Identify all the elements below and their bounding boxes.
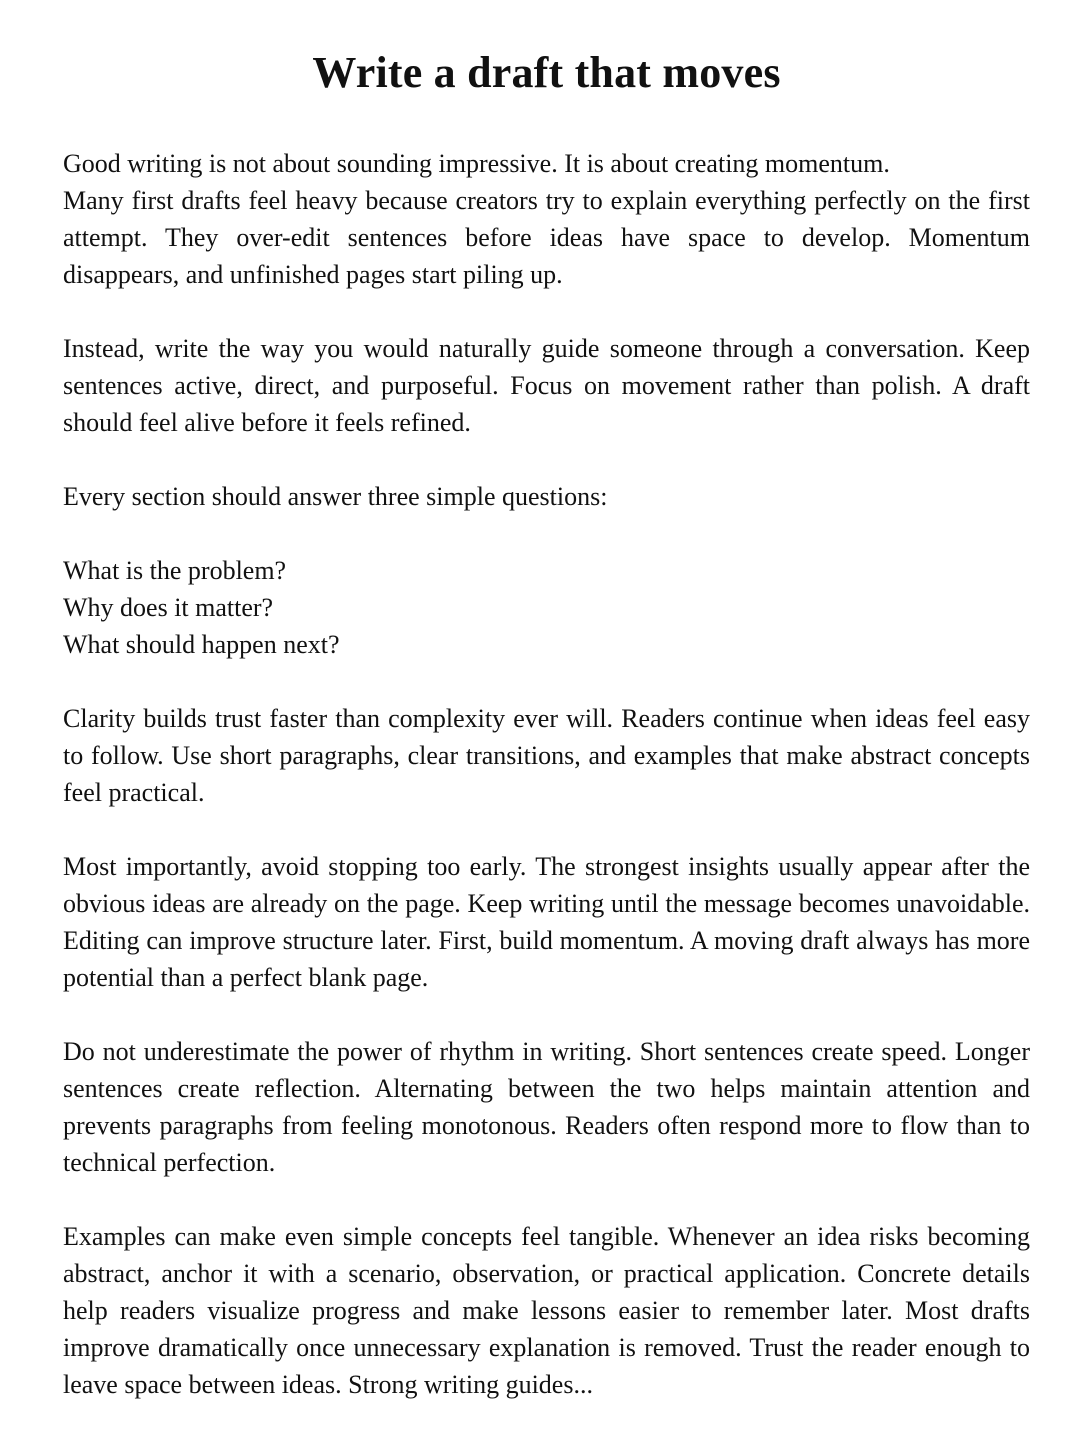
paragraph-examples: Examples can make even simple concepts feel tangible. Whenever an idea risks becoming abstract, anchor it with a scenario, observation, or practical application. Concrete details help readers visualize progress and make lessons easier to remember later. Most drafts improve dramatically once unnecessary explanation is removed. Trust the reader enough to leave space between ideas. Strong writing guides... <box>63 1222 1030 1399</box>
questions-list <box>63 552 1030 663</box>
paragraph-clarity: Clarity builds trust faster than complexity ever will. Readers continue when ideas feel easy to follow. Use short paragraphs, clear transitions, and examples that make abstract concepts feel practical. <box>63 704 1030 807</box>
paragraph-stopping: Most importantly, avoid stopping too early. The strongest insights usually appear after the obvious ideas are already on the page. Keep writing until the message becomes unavoidable. Editing can improve structure later. First, build momentum. A moving draft always has more potential than a perfect blank page. <box>63 852 1030 992</box>
paragraph-questions-intro: Every section should answer three simple questions: <box>63 482 608 511</box>
paragraph-conversation: Instead, write the way you would naturally guide someone through a conversation. Keep sentences active, direct, and purposeful. Focus on movement rather than polish. A draft should feel alive before it feels refined. <box>63 334 1030 437</box>
intro-line: Good writing is not about sounding impressive. It is about creating momentum. <box>63 149 890 178</box>
question-item: What should happen next? <box>63 630 340 659</box>
question-item: Why does it matter? <box>63 593 274 622</box>
paragraph-rhythm: Do not underestimate the power of rhythm in writing. Short sentences create speed. Longer sentences create reflection. Alternating between the two helps maintain attention and prevents paragraphs from feeling monotonous. Readers often respond more to flow than to technical perfection. <box>63 1037 1030 1177</box>
paragraph-text: Many first drafts feel heavy because creators try to explain everything perfectly on the first attempt. They over-edit sentences before ideas have space to develop. Momentum disappears, and unfinished pages start piling up. <box>63 186 1030 289</box>
document-body <box>63 145 1030 1403</box>
page-title: Write a draft that moves <box>312 48 781 97</box>
document-page <box>63 0 1030 1403</box>
question-item: What is the problem? <box>63 556 287 585</box>
paragraph-intro <box>63 145 1030 293</box>
